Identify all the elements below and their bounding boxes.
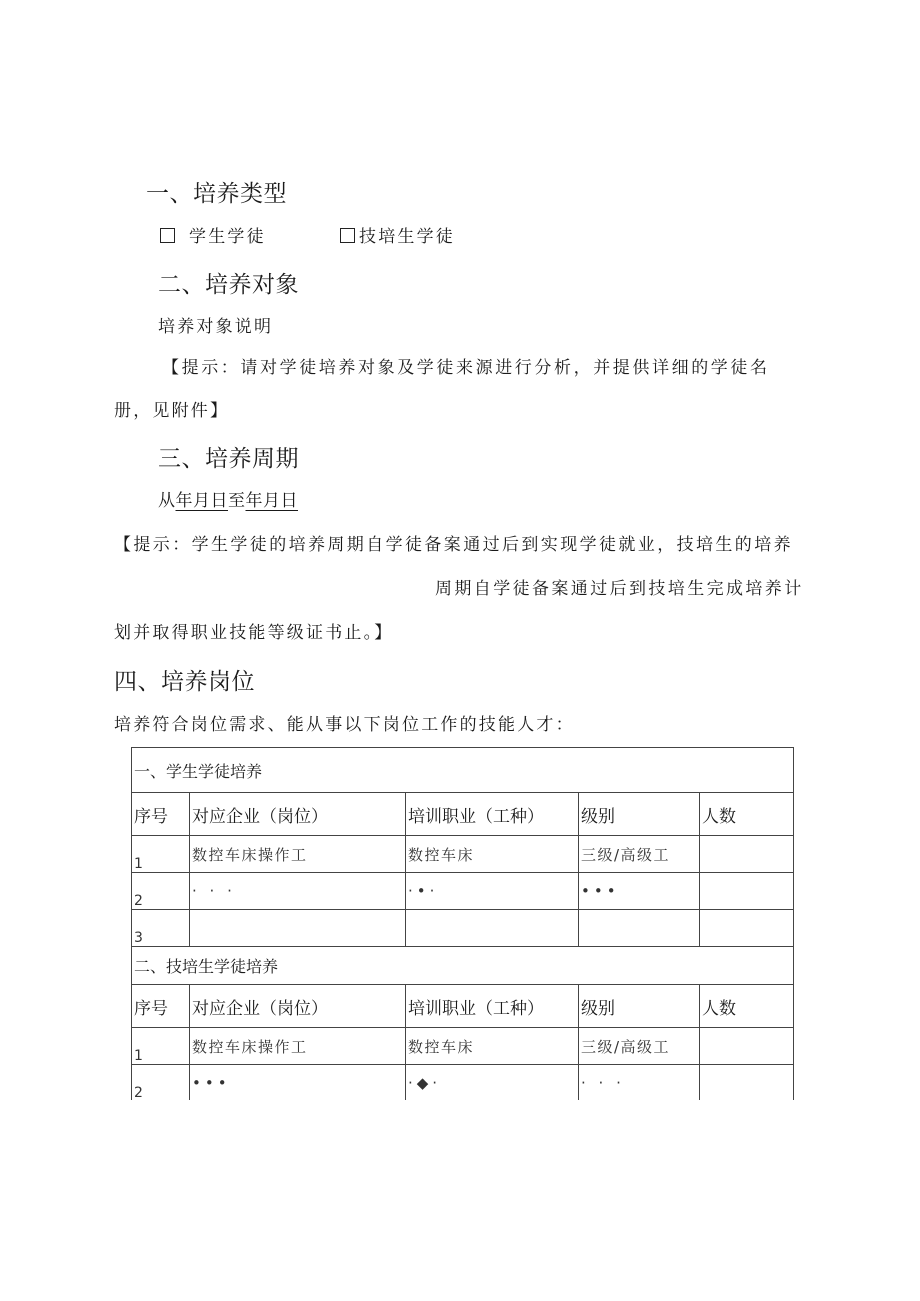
header-count: 人数	[700, 793, 794, 836]
table-row	[132, 910, 794, 947]
cell-count[interactable]	[700, 1065, 794, 1102]
cell-occupation[interactable]: ·•·	[406, 873, 579, 910]
checkbox-icon[interactable]	[340, 228, 355, 243]
period-start-date[interactable]: 年月日	[175, 491, 228, 511]
header-company-position: 对应企业（岗位）	[190, 793, 406, 836]
group1-title-row	[132, 748, 794, 793]
section4-title: 四、培养岗位	[114, 669, 255, 695]
group1-title: 一、学生学徒培养	[132, 748, 794, 793]
cell-company-position[interactable]: 数控车床操作工	[190, 1028, 406, 1065]
cell-company-position[interactable]: · · ·	[190, 873, 406, 910]
table-row	[132, 836, 794, 873]
header-level: 级别	[579, 985, 700, 1028]
cell-company-position[interactable]: •••	[190, 1065, 406, 1102]
header-count: 人数	[700, 985, 794, 1028]
period-to: 至	[228, 491, 246, 511]
header-occupation: 培训职业（工种）	[406, 793, 579, 836]
page-cut-mask	[0, 1100, 920, 1301]
cell-occupation[interactable]: 数控车床	[406, 1028, 579, 1065]
section2-hint-line1: 【提示：请对学徒培养对象及学徒来源进行分析，并提供详细的学徒名	[162, 358, 770, 378]
student-apprentice-label: 学生学徒	[189, 227, 266, 247]
cell-occupation[interactable]: ·◆·	[406, 1065, 579, 1102]
table-row	[132, 1065, 794, 1102]
cell-index: 3	[132, 910, 190, 947]
cell-company-position[interactable]: 数控车床操作工	[190, 836, 406, 873]
section3-title: 三、培养周期	[158, 446, 299, 472]
student-apprentice-option[interactable]	[160, 227, 266, 247]
header-row	[132, 793, 794, 836]
section2-subtitle: 培养对象说明	[158, 317, 274, 337]
cell-count[interactable]	[700, 836, 794, 873]
period-from: 从	[158, 491, 176, 511]
cell-index: 2	[132, 873, 190, 910]
cell-count[interactable]	[700, 873, 794, 910]
section2-title: 二、培养对象	[158, 272, 299, 298]
section3-hint-line3: 划并取得职业技能等级证书止。】	[114, 623, 394, 643]
cell-occupation[interactable]: 数控车床	[406, 836, 579, 873]
header-occupation: 培训职业（工种）	[406, 985, 579, 1028]
header-index: 序号	[132, 793, 190, 836]
header-company-position: 对应企业（岗位）	[190, 985, 406, 1028]
cell-count[interactable]	[700, 1028, 794, 1065]
cell-level[interactable]	[579, 910, 700, 947]
cell-index: 1	[132, 1028, 190, 1065]
table-row	[132, 1028, 794, 1065]
cell-level[interactable]: 三级/高级工	[579, 836, 700, 873]
training-period	[158, 486, 298, 511]
cell-level[interactable]: 三级/高级工	[579, 1028, 700, 1065]
trainee-apprentice-label: 技培生学徒	[359, 227, 455, 247]
section4-intro: 培养符合岗位需求、能从事以下岗位工作的技能人才：	[114, 715, 575, 735]
header-index: 序号	[132, 985, 190, 1028]
checkbox-icon[interactable]	[160, 228, 175, 243]
trainee-apprentice-option[interactable]	[340, 222, 455, 247]
cell-level[interactable]: · · ·	[579, 1065, 700, 1102]
training-positions-table	[131, 747, 794, 1102]
cell-company-position[interactable]	[190, 910, 406, 947]
cell-occupation[interactable]	[406, 910, 579, 947]
header-row	[132, 985, 794, 1028]
section3-hint-line1: 【提示：学生学徒的培养周期自学徒备案通过后到实现学徒就业，技培生的培养	[114, 535, 793, 555]
section2-hint-line2: 册，见附件】	[114, 401, 230, 421]
cell-level[interactable]: •••	[579, 873, 700, 910]
section3-hint-line2: 周期自学徒备案通过后到技培生完成培养计	[435, 579, 804, 599]
cell-index: 1	[132, 836, 190, 873]
group2-title: 二、技培生学徒培养	[132, 947, 794, 985]
table-row	[132, 873, 794, 910]
cell-count[interactable]	[700, 910, 794, 947]
group2-title-row	[132, 947, 794, 985]
header-level: 级别	[579, 793, 700, 836]
period-end-date[interactable]: 年月日	[245, 491, 298, 511]
cell-index: 2	[132, 1065, 190, 1102]
section1-title: 一、培养类型	[146, 181, 287, 207]
training-type-options	[160, 222, 455, 247]
